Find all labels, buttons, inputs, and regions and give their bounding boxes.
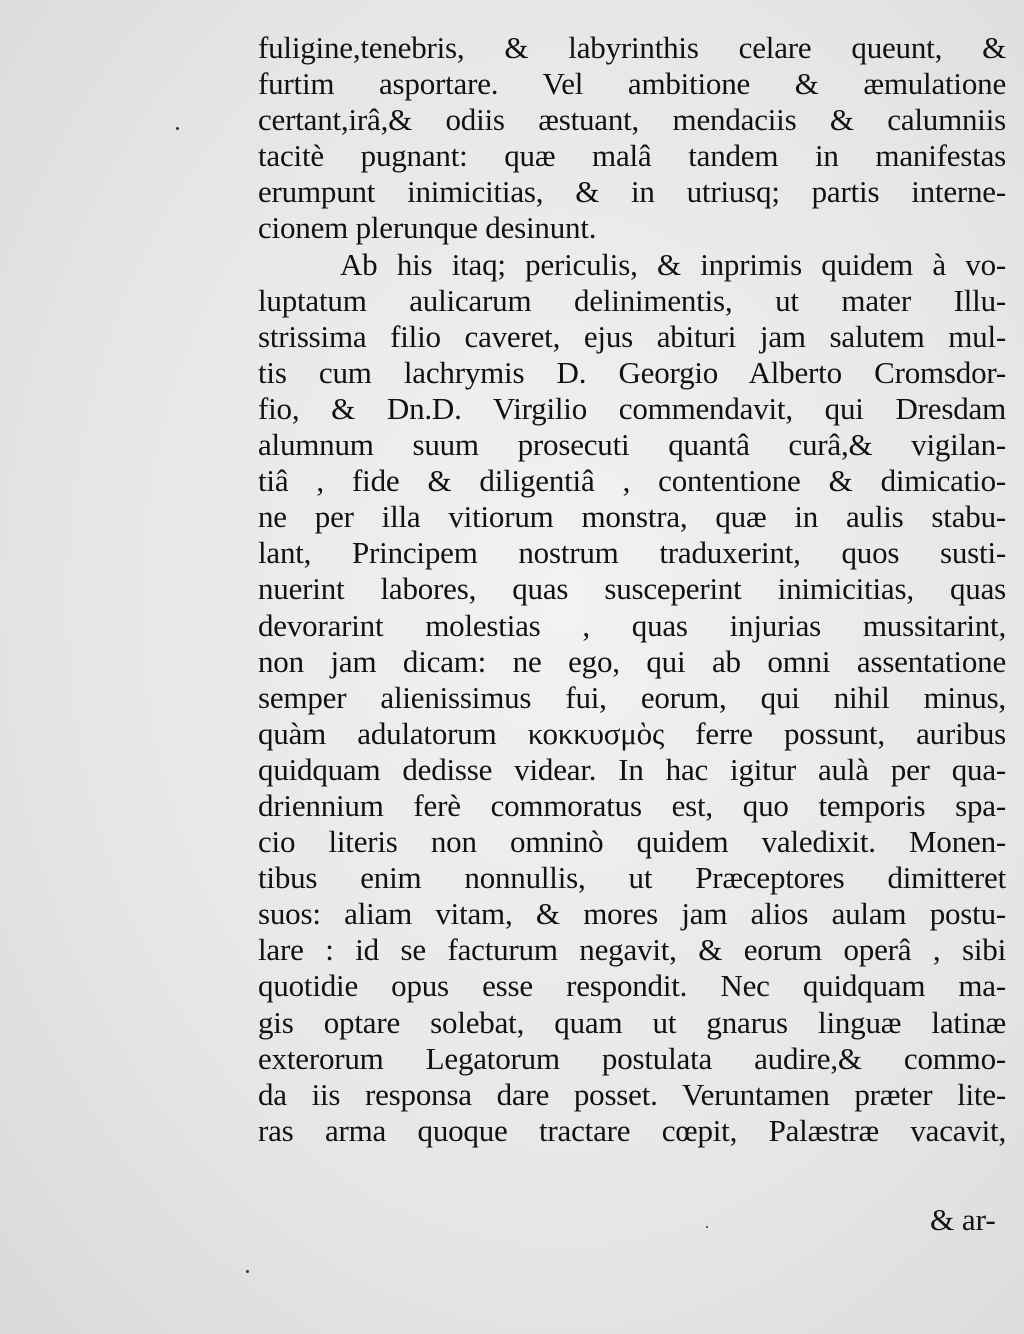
text-line: fuligine,tenebris, & labyrinthis celare queunt, & bbox=[258, 30, 1006, 65]
text-line: alumnum suum prosecuti quantâ curâ,& vigilan- bbox=[258, 427, 1006, 463]
print-speck bbox=[246, 1270, 249, 1273]
text-line: lant, Principem nostrum traduxerint, quos susti- bbox=[258, 535, 1006, 571]
text-line: exterorum Legatorum postulata audire,& commo- bbox=[258, 1040, 1006, 1076]
text-line: driennium ferè commoratus est, quo temporis spa- bbox=[258, 787, 1006, 823]
text-line: tis cum lachrymis D. Georgio Alberto Cromsdor- bbox=[258, 354, 1006, 390]
text-line: semper alienissimus fui, eorum, qui nihil minus, bbox=[258, 679, 1006, 715]
text-line: ne per illa vitiorum monstra, quæ in aulis stabu- bbox=[258, 499, 1006, 535]
print-speck bbox=[176, 127, 179, 130]
text-line: tacitè pugnant: quæ malâ tandem in manifestas bbox=[258, 138, 1006, 174]
text-line: gis optare solebat, quam ut gnarus linguæ latinæ bbox=[258, 1004, 1006, 1040]
text-line: luptatum aulicarum delinimentis, ut mater Illu- bbox=[258, 282, 1006, 318]
text-line: tibus enim nonnullis, ut Præceptores dimitteret bbox=[258, 860, 1006, 896]
text-line: certant,irâ,& odiis æstuant, mendaciis & calumniis bbox=[258, 102, 1006, 138]
text-line: ras arma quoque tractare cœpit, Palæstræ vacavit, bbox=[258, 1112, 1006, 1148]
catchword: & ar- bbox=[930, 1202, 996, 1237]
text-line: furtim asportare. Vel ambitione & æmulatione bbox=[258, 66, 1006, 102]
text-line: suos: aliam vitam, & mores jam alios aulam postu- bbox=[258, 896, 1006, 932]
text-line: quidquam dedisse videar. In hac igitur aulà per qua- bbox=[258, 751, 1006, 787]
text-line: devorarint molestias , quas injurias mussitarint, bbox=[258, 607, 1006, 643]
text-line: lare : id se facturum negavit, & eorum operâ , sibi bbox=[258, 932, 1006, 968]
text-line: quotidie opus esse respondit. Nec quidquam ma- bbox=[258, 968, 1006, 1004]
page-text bbox=[258, 30, 1006, 1149]
text-line: non jam dicam: ne ego, qui ab omni assentatione bbox=[258, 643, 1006, 679]
text-line: erumpunt inimicitias, & in utriusq; partis interne- bbox=[258, 174, 1006, 210]
print-speck bbox=[706, 1226, 708, 1228]
paragraph-start-line: Ab his itaq; periculis, & inprimis quidem à vo- bbox=[340, 246, 1006, 282]
text-line: fio, & Dn.D. Virgilio commendavit, qui Dresdam bbox=[258, 390, 1006, 426]
text-line: nuerint labores, quas susceperint inimicitias, quas bbox=[258, 571, 1006, 607]
text-line: tiâ , fide & diligentiâ , contentione & dimicatio- bbox=[258, 463, 1006, 499]
text-line: strissima filio caveret, ejus abituri jam salutem mul- bbox=[258, 318, 1006, 354]
text-line: cio literis non omninò quidem valedixit. Monen- bbox=[258, 824, 1006, 860]
text-line: quàm adulatorum κοκκυσμὸς ferre possunt, auribus bbox=[258, 715, 1006, 751]
text-line: da iis responsa dare posset. Veruntamen præter lite- bbox=[258, 1076, 1006, 1112]
text-line: cionem plerunque desinunt. bbox=[258, 210, 597, 246]
